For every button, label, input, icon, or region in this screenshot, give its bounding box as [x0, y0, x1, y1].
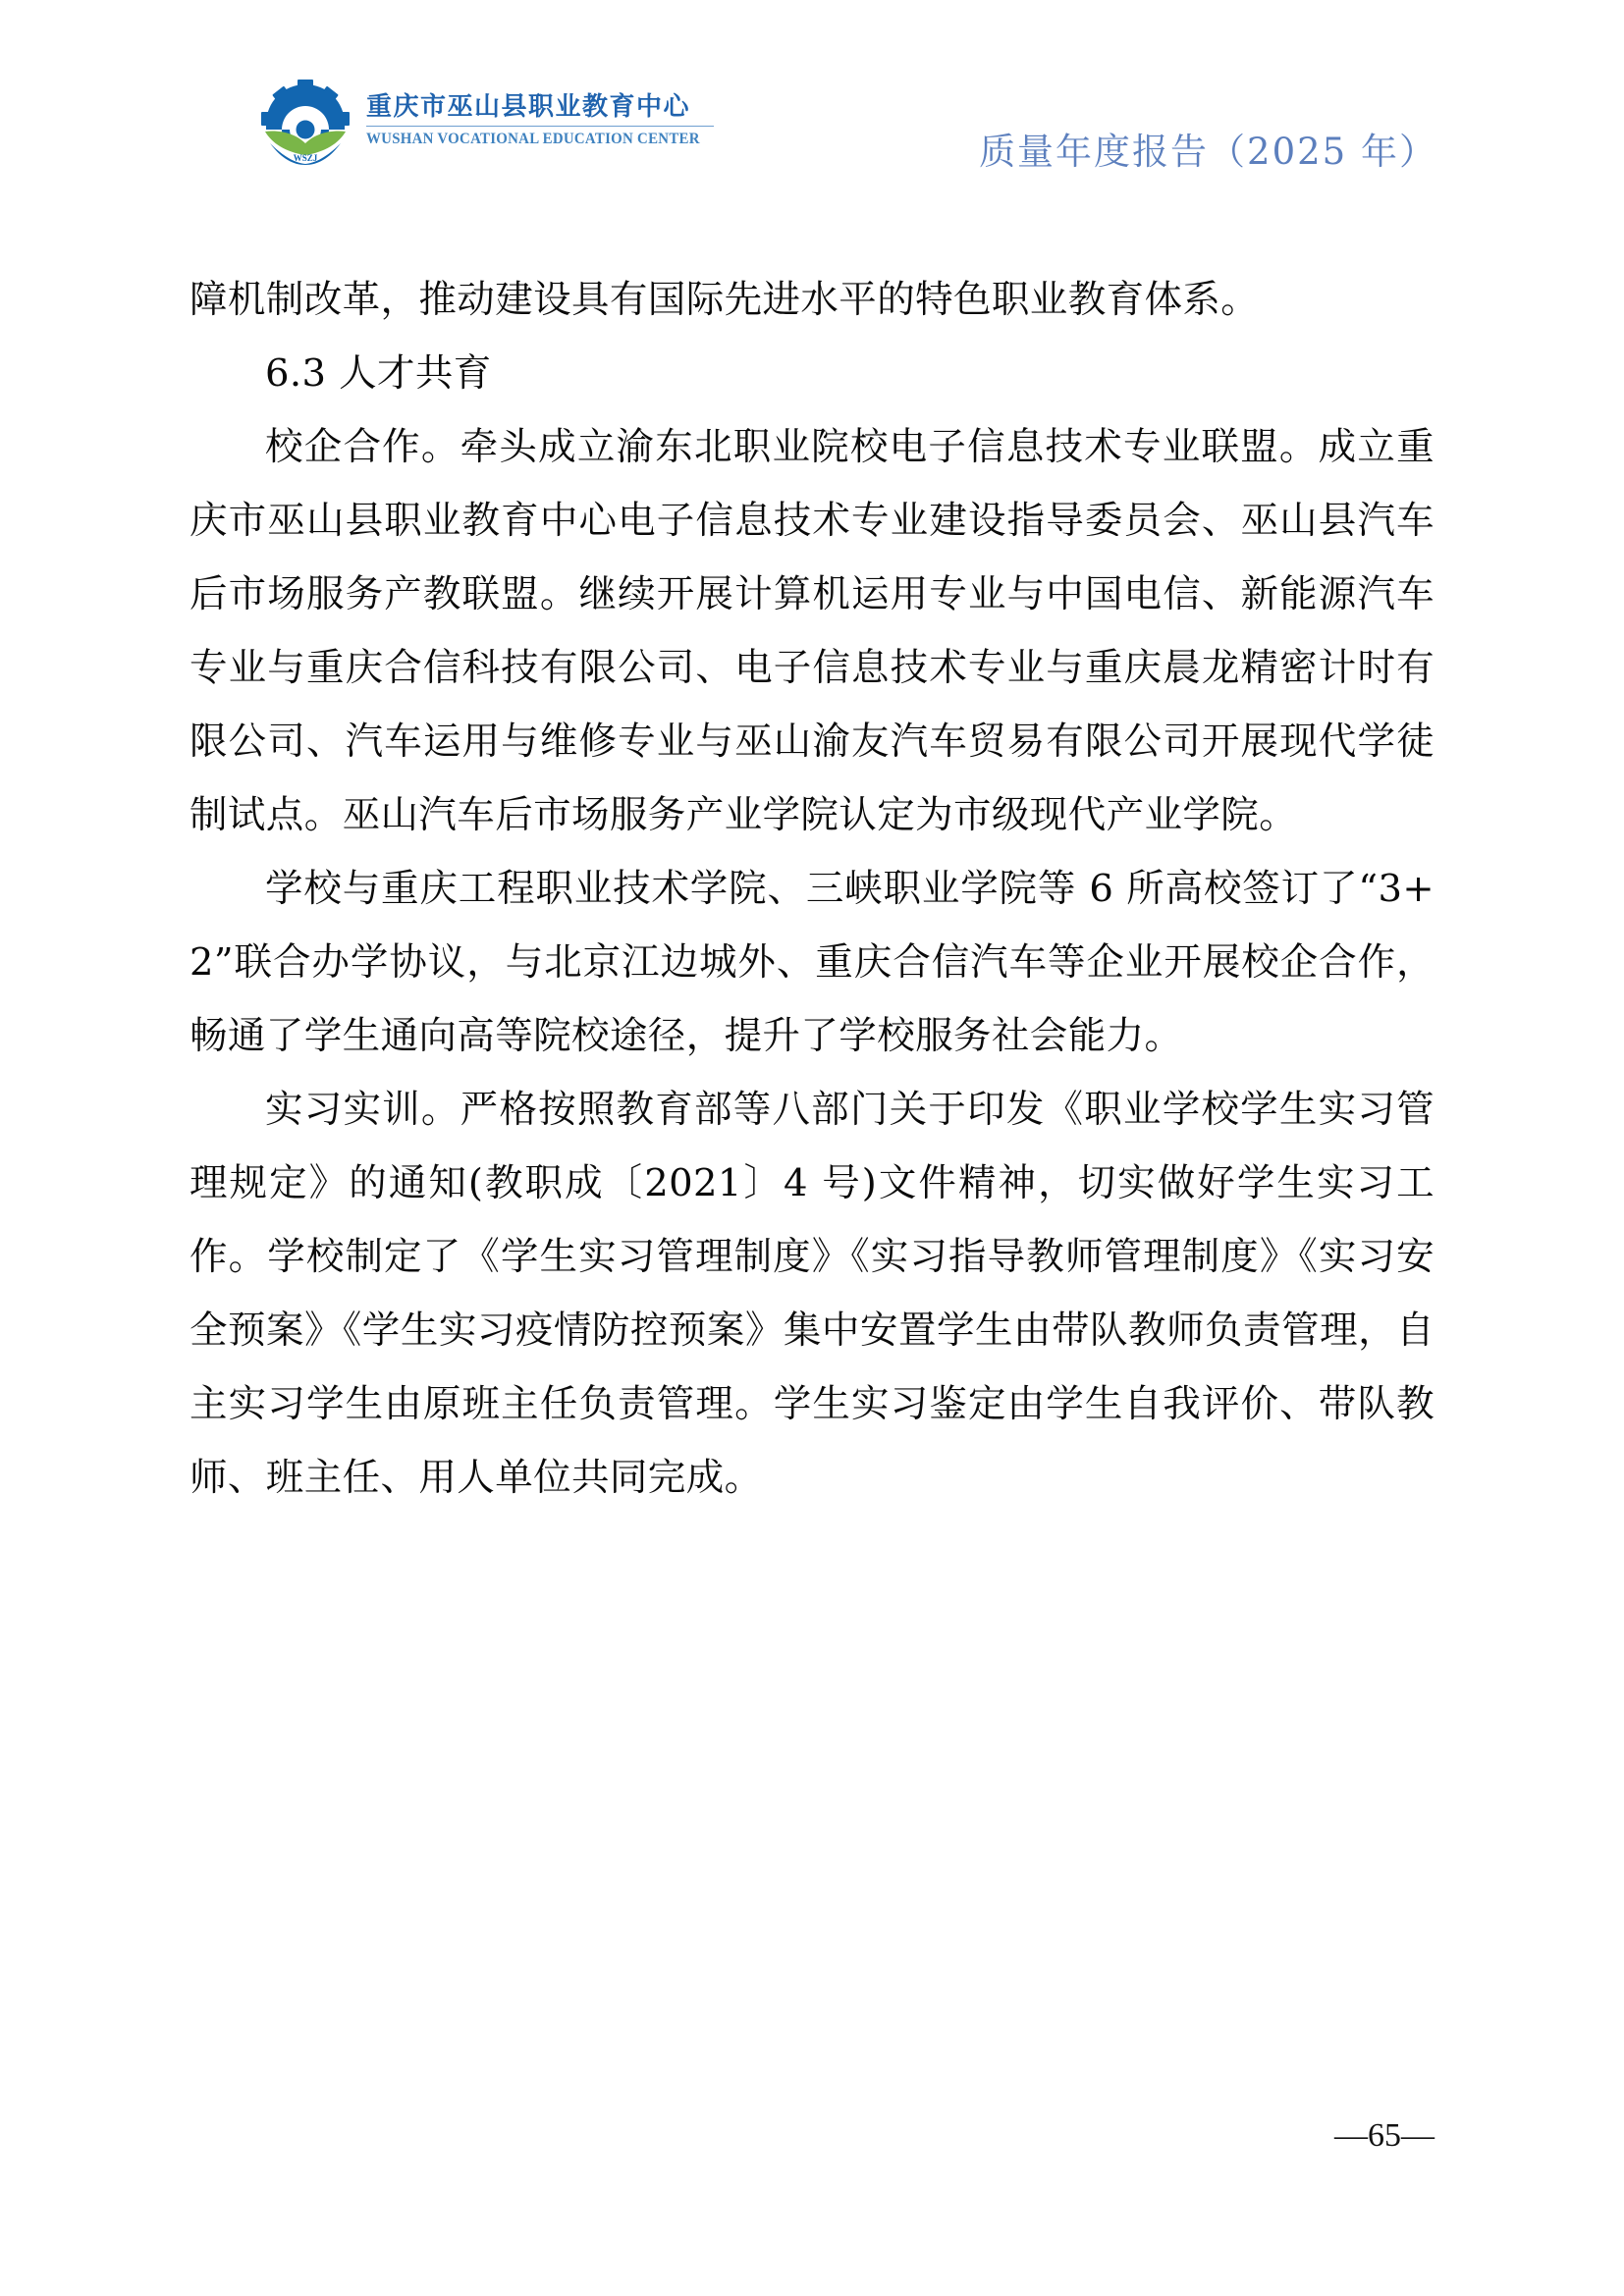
paragraph-school-enterprise: 校企合作。牵头成立渝东北职业院校电子信息技术专业联盟。成立重庆市巫山县职业教育中心电子信息技术专业建设指导委员会、巫山县汽车后市场服务产教联盟。继续开展计算机运用专业与中国电信、新能源汽车专业与重庆合信科技有限公司、电子信息技术专业与重庆晨龙精密计时有限公司、汽车运用与维修专业与巫山渝友汽车贸易有限公司开展现代学徒制试点。巫山汽车后市场服务产业学院认定为市级现代产业学院。: [189, 425, 1435, 837]
page-header: [0, 0, 1624, 196]
svg-text:WSZJ: WSZJ: [293, 153, 318, 163]
logo-chinese-name: 重庆市巫山县职业教育中心: [366, 93, 714, 127]
logo-english-name: WUSHAN VOCATIONAL EDUCATION CENTER: [366, 130, 700, 147]
page-footer: [0, 2117, 1624, 2155]
report-title: 质量年度报告（2025 年）: [979, 131, 1437, 173]
paragraph-joint-program: 学校与重庆工程职业技术学院、三峡职业学院等 6 所高校签订了“3+2”联合办学协议，与北京江边城外、重庆合信汽车等企业开展校企合作，畅通了学生通向高等院校途径，提升了学校服务社会能力。: [189, 867, 1435, 1058]
page-number: —65—: [1334, 2117, 1435, 2154]
section-heading-6-3: 6.3 人才共育: [265, 351, 492, 396]
gear-book-logo-icon: [260, 79, 351, 165]
paragraph-continued: 障机制改革，推动建设具有国际先进水平的特色职业教育体系。: [189, 278, 1260, 322]
school-logo: [260, 79, 714, 165]
page-content: [189, 263, 1435, 1515]
paragraph-internship: 实习实训。严格按照教育部等八部门关于印发《职业学校学生实习管理规定》的通知(教职成〔2021〕4 号)文件精神，切实做好学生实习工作。学校制定了《学生实习管理制度》《实习指导教师管理制度》《实习安全预案》《学生实习疫情防控预案》集中安置学生由带队教师负责管理，自主实习学生由原班主任负责管理。学生实习鉴定由学生自我评价、带队教师、班主任、用人单位共同完成。: [189, 1088, 1435, 1500]
logo-wordmark: [366, 93, 714, 150]
